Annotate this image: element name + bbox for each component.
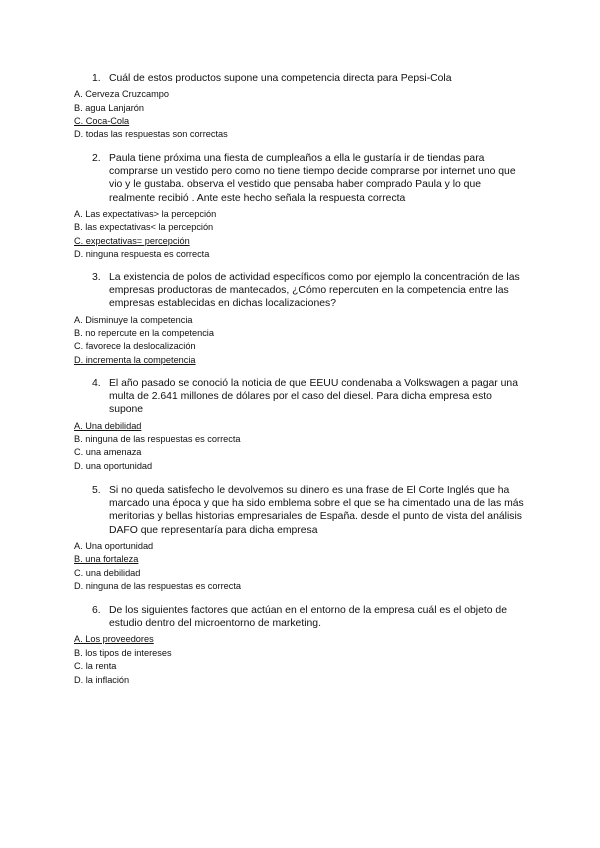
question-text: Si no queda satisfecho le devolvemos su dinero es una frase de El Corte Inglés que ha marcado una época y que ha sido emblema sobre el que se ha cimentado una de las más meritorias y bellas historias empresariales de España. desde el punto de vista del análisis DAFO que representaría para dicha empresa <box>109 485 524 536</box>
option-b: B. agua Lanjarón <box>74 102 144 113</box>
option-a-correct: A. Una debilidad <box>74 420 142 431</box>
option-c: C. una debilidad <box>74 567 141 578</box>
option-b: B. no repercute en la competencia <box>74 328 214 339</box>
question-3 <box>0 271 600 367</box>
question-text: La existencia de polos de actividad específicos como por ejemplo la concentración de las empresas productoras de mantecados, ¿Cómo repercuten en la competencia entre las empresas establecidas en dichas localizaciones? <box>109 272 520 310</box>
question-text-row <box>0 604 600 630</box>
question-number: 3. <box>92 272 101 283</box>
question-1 <box>0 72 600 142</box>
question-text: Cuál de estos productos supone una competencia directa para Pepsi-Cola <box>109 73 452 84</box>
option-d: D. una oportunidad <box>74 460 153 471</box>
option-b: B. las expectativas< la percepción <box>74 222 214 233</box>
question-text-row <box>0 152 600 205</box>
option-c-correct: C. Coca-Cola <box>74 116 130 127</box>
option-b: B. los tipos de intereses <box>74 647 172 658</box>
option-a-correct: A. Los proveedores <box>74 634 154 645</box>
option-b-correct: B. una fortaleza <box>74 554 139 565</box>
question-number: 6. <box>92 605 101 616</box>
question-6 <box>0 604 600 687</box>
question-text-row <box>0 72 600 85</box>
option-a: A. Disminuye la competencia <box>74 314 193 325</box>
question-number: 1. <box>92 73 101 84</box>
question-5 <box>0 484 600 593</box>
question-text: Paula tiene próxima una fiesta de cumpleaños a ella le gustaría ir de tiendas para comprarse un vestido pero como no tiene tiempo decide comprarse por internet uno que vio y le gustaba. observa el vestido que pensaba haber comprado Paula y lo que realmente recibió . Ante este hecho señala la respuesta correcta <box>109 153 516 204</box>
question-number: 2. <box>92 153 101 164</box>
option-a: A. Una oportunidad <box>74 540 154 551</box>
question-text-row <box>0 271 600 311</box>
question-4 <box>0 377 600 473</box>
option-b: B. ninguna de las respuestas es correcta <box>74 434 241 445</box>
question-text: El año pasado se conoció la noticia de que EEUU condenaba a Volkswagen a pagar una multa de 2.641 millones de dólares por el caso del diesel. Para dicha empresa esto supone <box>109 378 518 416</box>
option-c: C. la renta <box>74 661 117 672</box>
question-text-row <box>0 377 600 417</box>
question-2 <box>0 152 600 261</box>
option-d-correct: D. incrementa la competencia <box>74 354 196 365</box>
question-number: 5. <box>92 485 101 496</box>
option-d: D. ninguna de las respuestas es correcta <box>74 581 241 592</box>
option-d: D. todas las respuestas son correctas <box>74 129 228 140</box>
question-text: De los siguientes factores que actúan en el entorno de la empresa cuál es el objeto de estudio dentro del microentorno de marketing. <box>109 605 507 630</box>
option-c-correct: C. expectativas= percepción <box>74 235 190 246</box>
option-a: A. Cerveza Cruzcampo <box>74 89 169 100</box>
option-c: C. favorece la deslocalización <box>74 341 196 352</box>
question-number: 4. <box>92 378 101 389</box>
option-a: A. Las expectativas> la percepción <box>74 208 217 219</box>
option-d: D. la inflación <box>74 674 130 685</box>
question-text-row <box>0 484 600 537</box>
option-c: C. una amenaza <box>74 447 142 458</box>
option-d: D. ninguna respuesta es correcta <box>74 249 210 260</box>
